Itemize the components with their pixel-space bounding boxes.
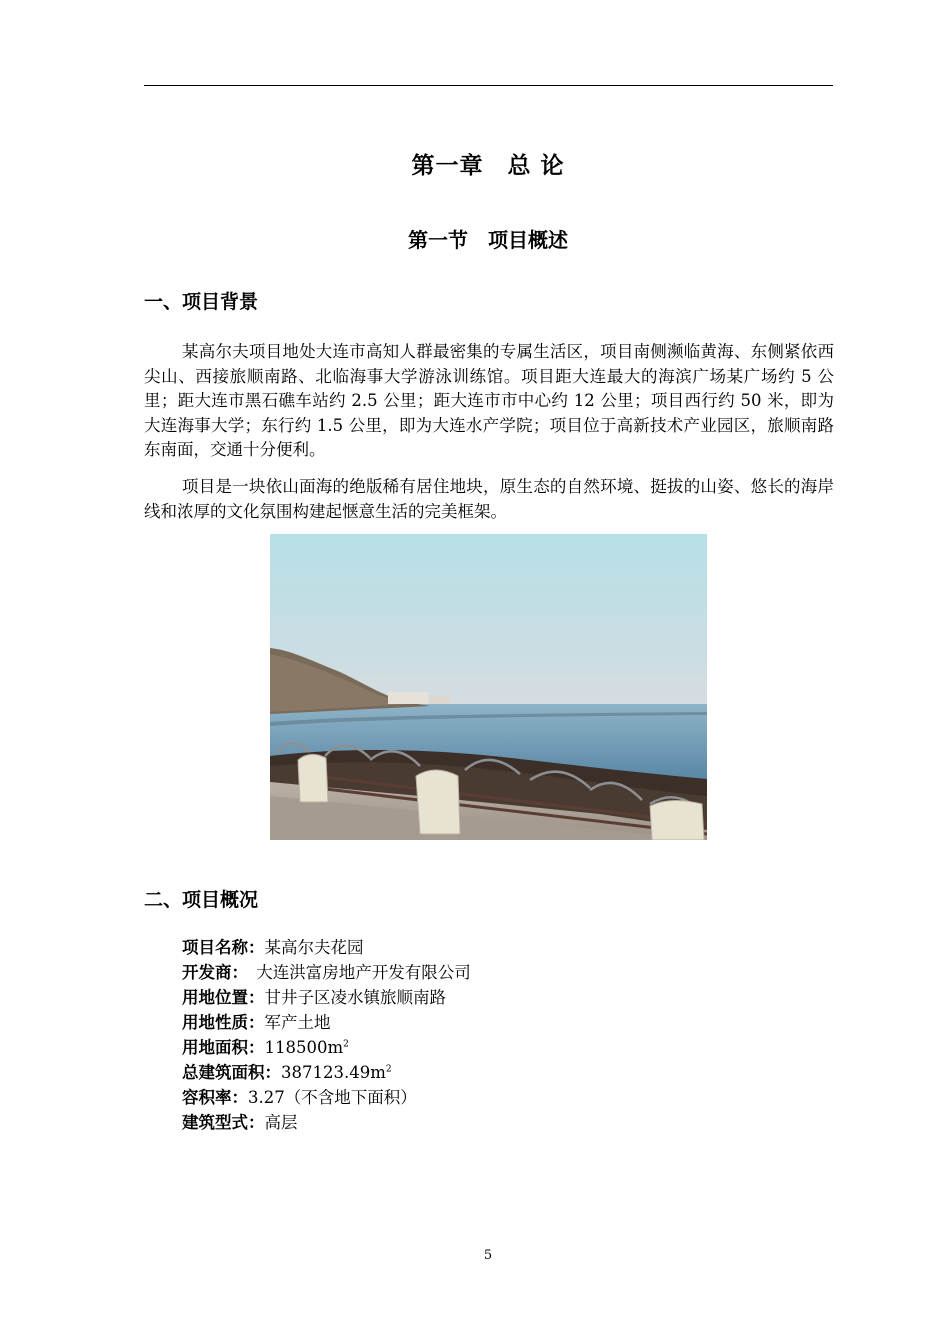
detail-label: 项目名称： xyxy=(182,938,265,957)
chapter-title: 第一章 总 论 xyxy=(411,153,565,179)
detail-row-developer xyxy=(182,960,471,985)
detail-value: 118500m xyxy=(264,1038,344,1057)
header-rule xyxy=(144,85,833,86)
detail-value: 387123.49m xyxy=(281,1063,386,1082)
project-details-list xyxy=(182,935,471,1135)
detail-label: 总建筑面积： xyxy=(182,1063,281,1082)
detail-value: 军产土地 xyxy=(264,1013,331,1032)
detail-row-plot-ratio xyxy=(182,1085,471,1110)
detail-row-name xyxy=(182,935,471,960)
detail-row-building-type xyxy=(182,1110,471,1135)
detail-value: 甘井子区凌水镇旅顺南路 xyxy=(264,988,446,1007)
detail-row-land-area xyxy=(182,1035,471,1060)
detail-label: 建筑型式： xyxy=(182,1113,265,1132)
detail-label: 开发商： xyxy=(182,963,240,982)
detail-label: 用地性质： xyxy=(182,1013,265,1032)
detail-value: 大连洪富房地产开发有限公司 xyxy=(239,963,471,982)
detail-label: 用地位置： xyxy=(182,988,265,1007)
overview-heading: 二、项目概况 xyxy=(144,889,259,911)
background-heading: 一、项目背景 xyxy=(144,291,259,313)
superscript: 2 xyxy=(385,1064,392,1075)
background-paragraph-2: 项目是一块依山面海的绝版稀有居住地块，原生态的自然环境、挺拔的山姿、悠长的海岸线和浓厚的文化氛围构建起惬意生活的完美框架。 xyxy=(144,477,834,521)
detail-label: 用地面积： xyxy=(182,1038,265,1057)
detail-row-location xyxy=(182,985,471,1010)
detail-row-land-type xyxy=(182,1010,471,1035)
detail-value: 某高尔夫花园 xyxy=(264,938,364,957)
coastline-photo xyxy=(270,534,707,840)
page-number: 5 xyxy=(483,1248,493,1263)
detail-row-building-area xyxy=(182,1060,471,1085)
detail-value: 3.27（不含地下面积） xyxy=(248,1088,417,1107)
detail-value: 高层 xyxy=(264,1113,298,1132)
detail-label: 容积率： xyxy=(182,1088,248,1107)
background-paragraph-1: 某高尔夫项目地处大连市高知人群最密集的专属生活区，项目南侧濒临黄海、东侧紧依西尖山、西接旅顺南路、北临海事大学游泳训练馆。项目距大连最大的海滨广场某广场约 5 公里；距大连市黑石礁车站约 2.5 公里；距大连市市中心约 12 公里；项目西行约 50 米，即为大连海事大学；东行约 1.5 公里，即为大连水产学院；项目位于高新技术产业园区，旅顺南路东南面，交通十分便利。 xyxy=(144,342,834,459)
section-title: 第一节 项目概述 xyxy=(408,228,568,252)
superscript: 2 xyxy=(343,1039,349,1050)
